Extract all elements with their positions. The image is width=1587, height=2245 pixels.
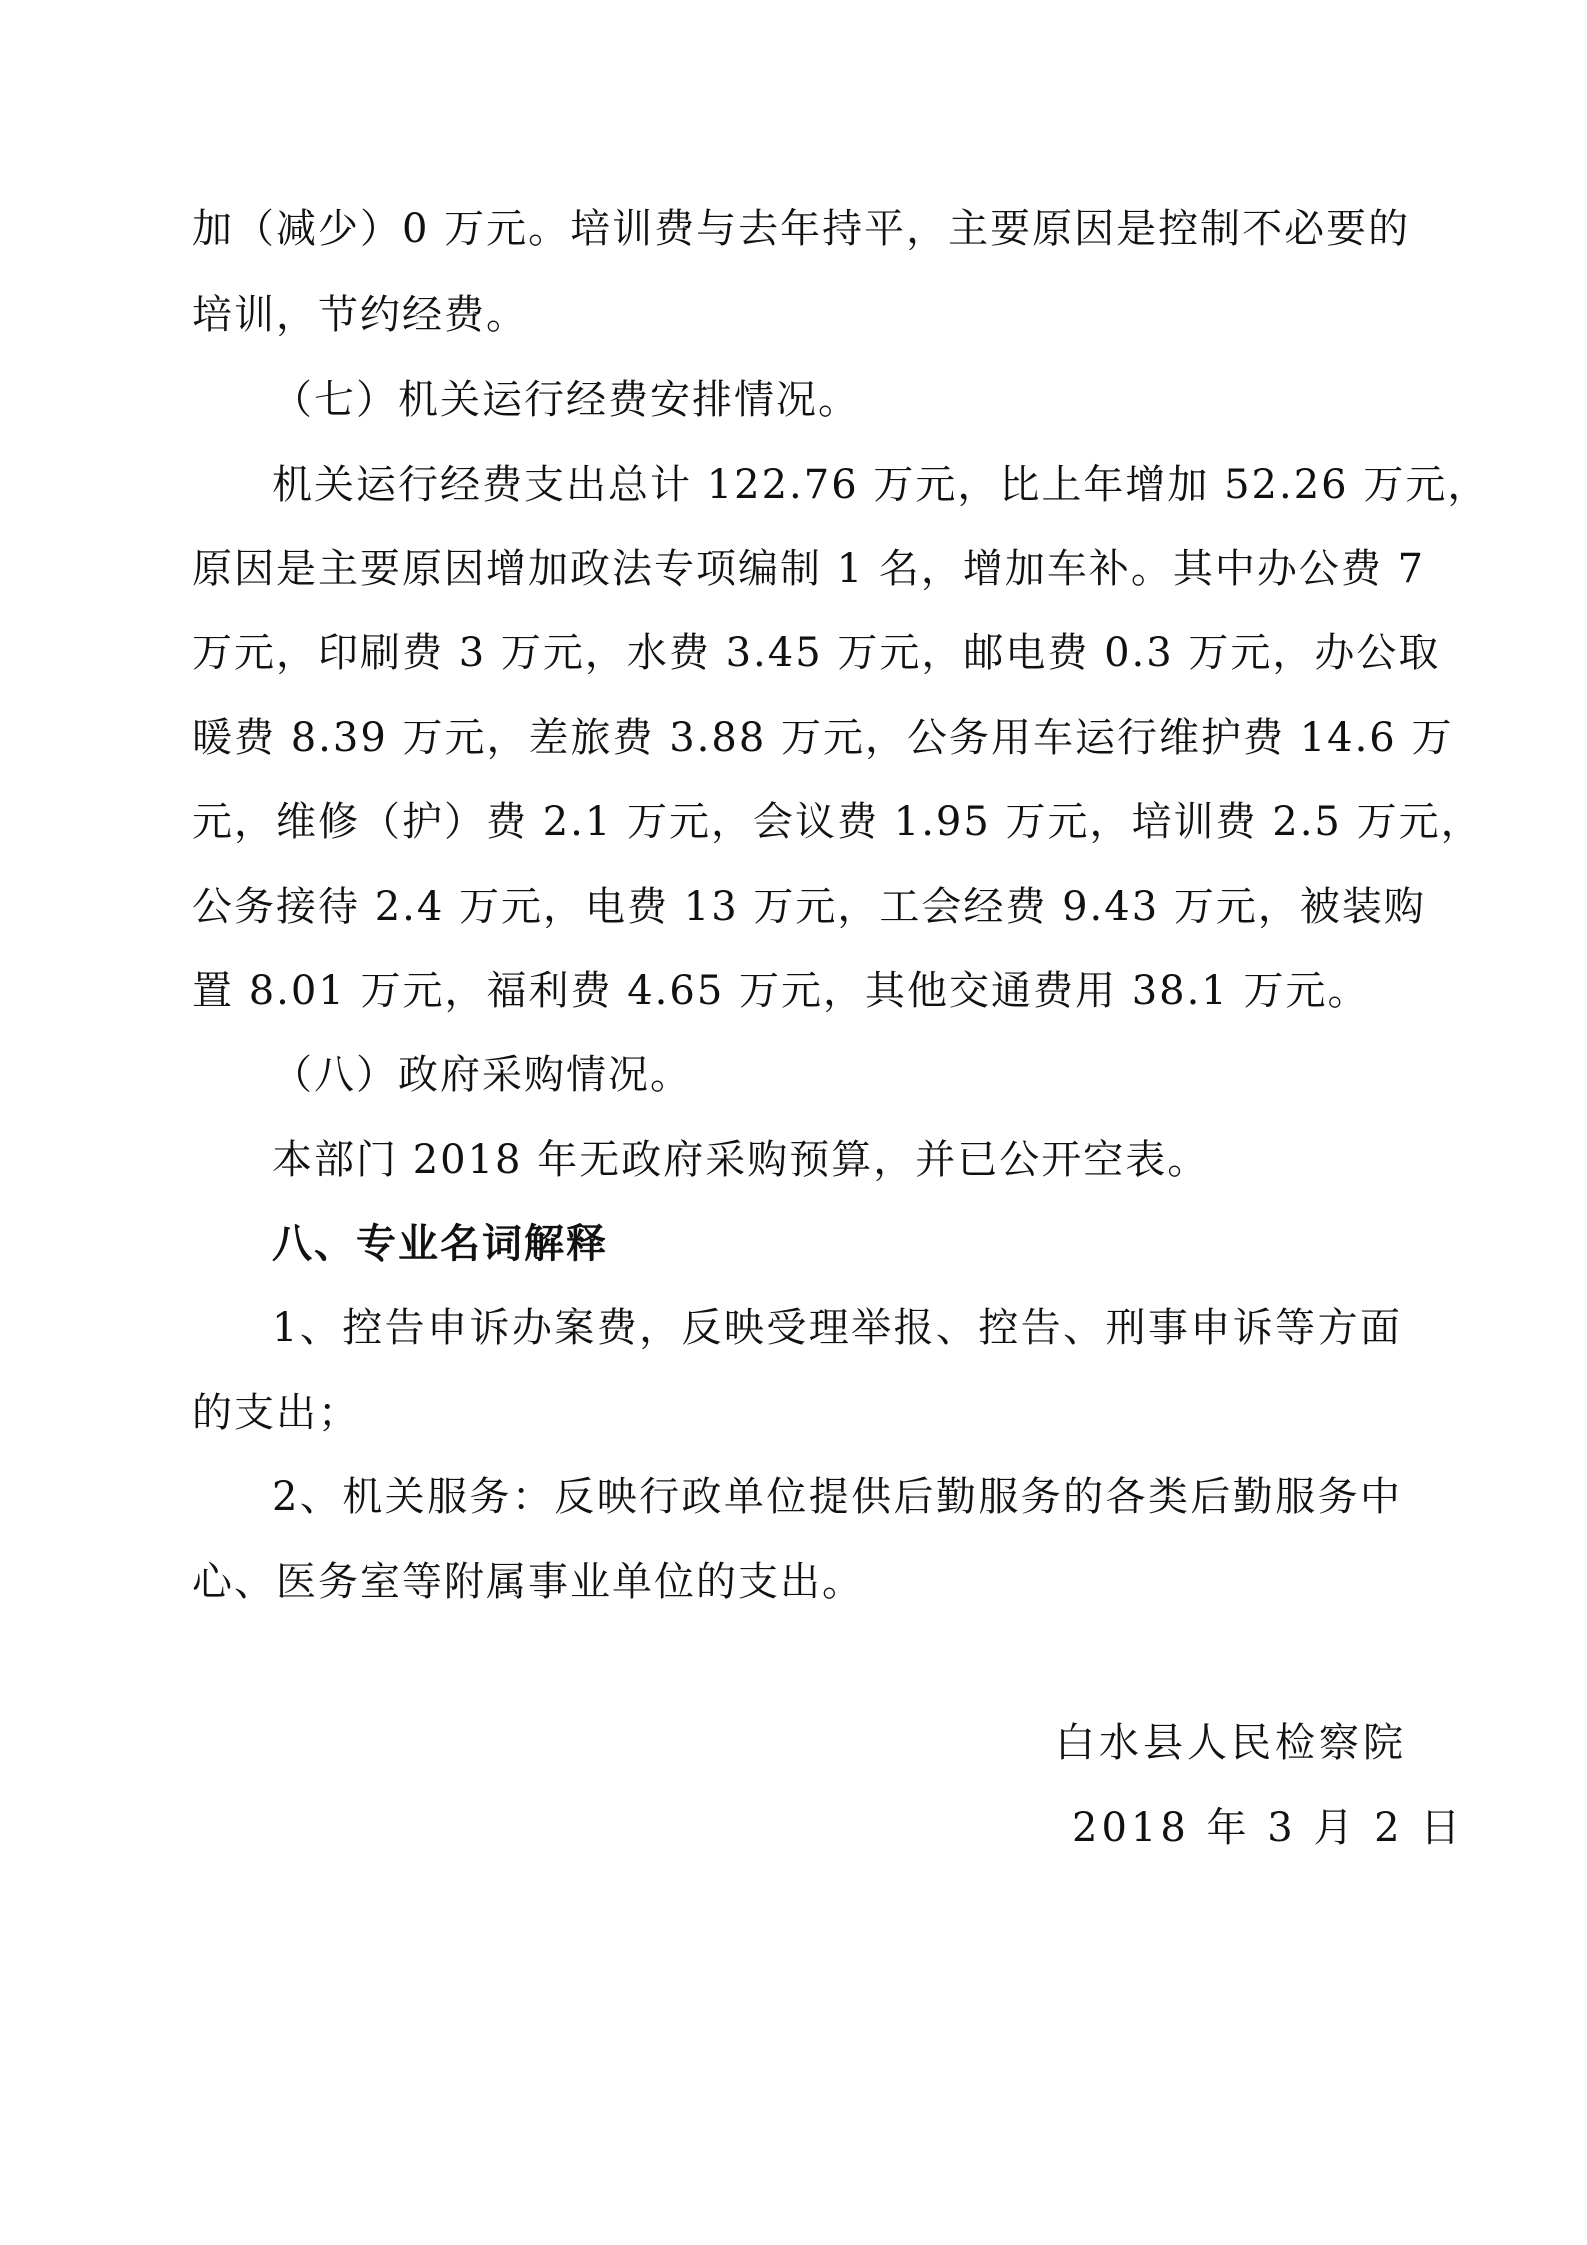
paragraph-line: 的支出；: [192, 1390, 360, 1436]
paragraph-line: 暖费 8.39 万元，差旅费 3.88 万元，公务用车运行维护费 14.6 万: [192, 715, 1454, 761]
paragraph-line: 置 8.01 万元，福利费 4.65 万元，其他交通费用 38.1 万元。: [192, 968, 1370, 1014]
paragraph-line: 培训，节约经费。: [192, 292, 528, 338]
paragraph-line: 1、控告申诉办案费，反映受理举报、控告、刑事申诉等方面: [272, 1305, 1402, 1351]
signature-org: 白水县人民检察院: [1055, 1720, 1407, 1766]
paragraph-line: 元，维修（护）费 2.1 万元，会议费 1.95 万元，培训费 2.5 万元，: [192, 799, 1483, 845]
chapter-heading: 八、专业名词解释: [272, 1221, 608, 1267]
paragraph-line: 公务接待 2.4 万元，电费 13 万元，工会经费 9.43 万元，被装购: [192, 884, 1426, 930]
section-heading-seven: （七）机关运行经费安排情况。: [272, 377, 860, 423]
paragraph-line: 万元，印刷费 3 万元，水费 3.45 万元，邮电费 0.3 万元，办公取: [192, 630, 1441, 676]
paragraph-line: 2、机关服务：反映行政单位提供后勤服务的各类后勤服务中: [272, 1474, 1402, 1520]
signature-date: 2018 年 3 月 2 日: [1072, 1805, 1465, 1851]
paragraph-line: 本部门 2018 年无政府采购预算，并已公开空表。: [272, 1137, 1210, 1183]
paragraph-line: 心、医务室等附属事业单位的支出。: [192, 1559, 864, 1605]
paragraph-line: 原因是主要原因增加政法专项编制 1 名，增加车补。其中办公费 7: [192, 546, 1426, 592]
section-heading-eight: （八）政府采购情况。: [272, 1052, 692, 1098]
paragraph-line: 加（减少）0 万元。培训费与去年持平，主要原因是控制不必要的: [192, 206, 1411, 252]
paragraph-line: 机关运行经费支出总计 122.76 万元，比上年增加 52.26 万元，: [272, 462, 1490, 508]
